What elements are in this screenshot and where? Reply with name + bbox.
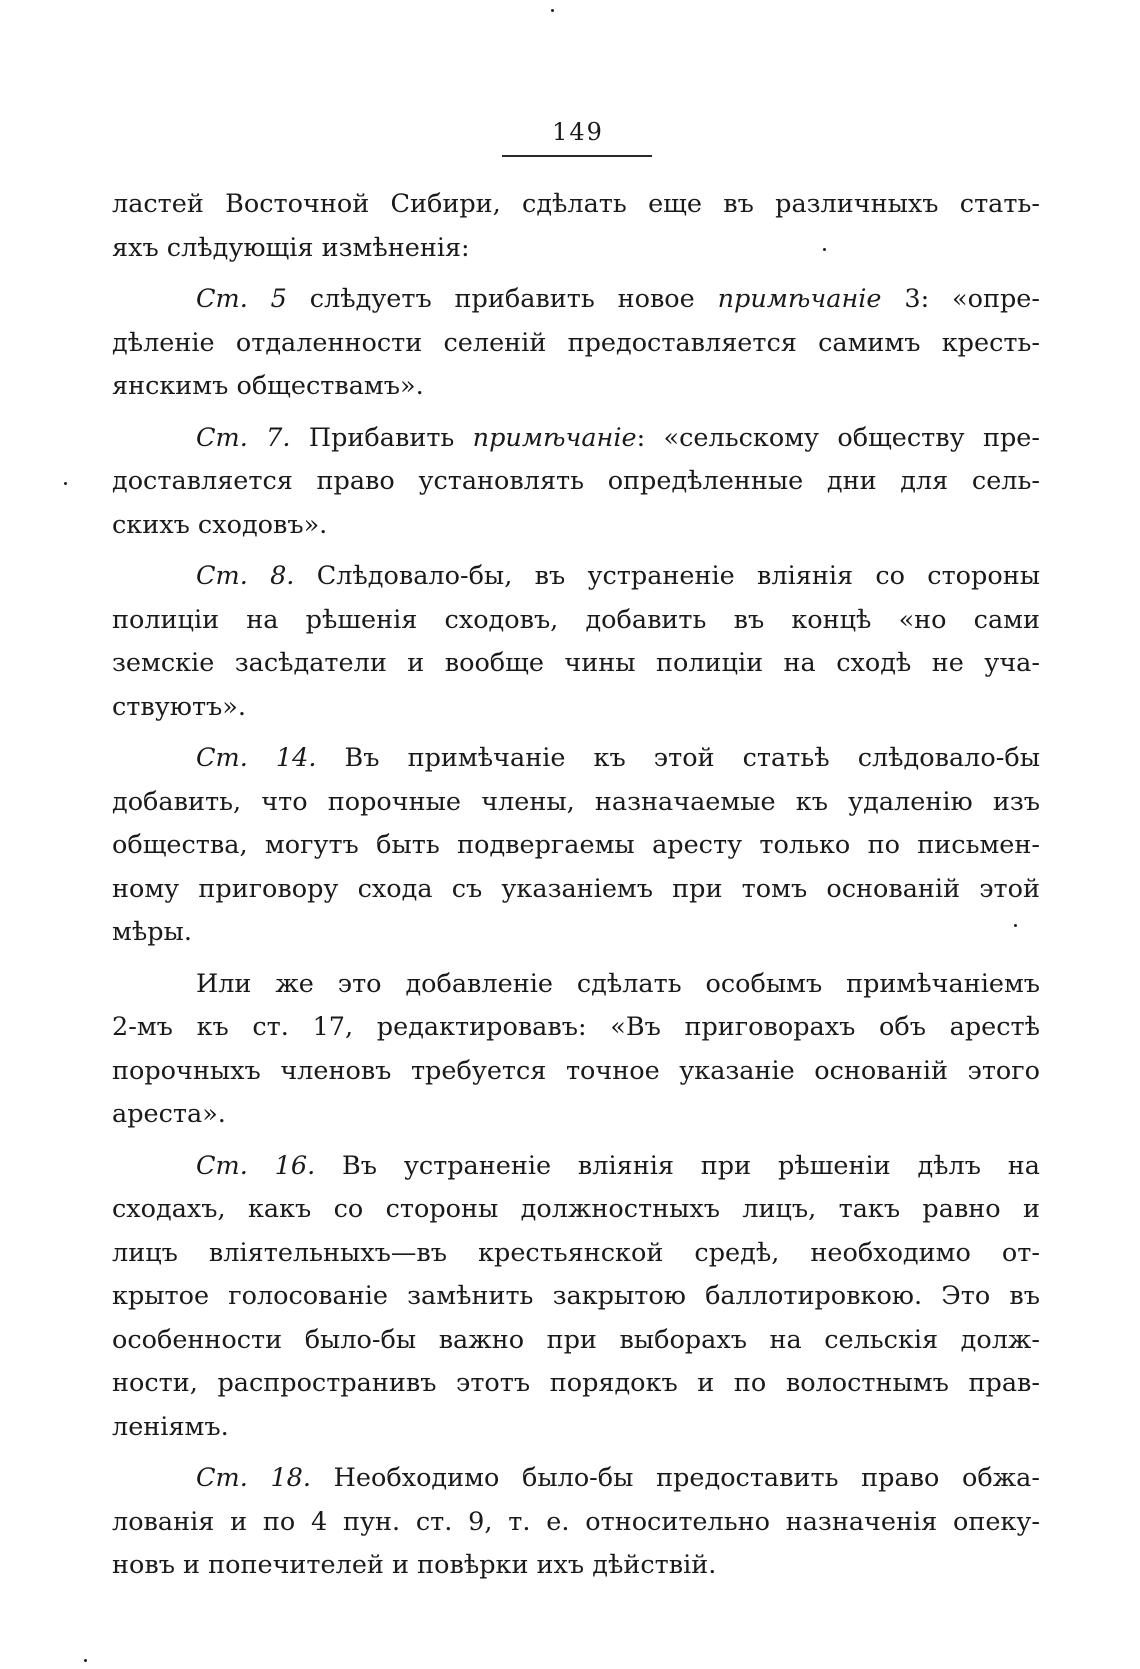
text-line: доставляется право установлять опредѣленные дни для сель- <box>112 466 1040 496</box>
paragraph <box>112 963 1040 1137</box>
paragraph-art-14 <box>112 737 1040 955</box>
paragraph-art-7 <box>112 417 1040 548</box>
text-line: сходахъ, какъ со стороны должностныхъ лицъ, такъ равно и <box>112 1194 1040 1224</box>
paragraph-art-16 <box>112 1145 1040 1450</box>
text-line: Ст. 7. Прибавить примѣчаніе: «сельскому обществу пре- <box>196 422 1041 453</box>
text-line: ности, распространивъ этотъ порядокъ и по волостнымъ прав- <box>112 1368 1040 1398</box>
paragraph-art-8 <box>112 555 1040 729</box>
text-line: ствуютъ». <box>112 691 246 722</box>
page-number: 149 <box>552 118 604 146</box>
text-line: Ст. 8. Слѣдовало-бы, въ устраненіе вліянія со стороны <box>196 561 1040 591</box>
text-line: крытое голосованіе замѣнить закрытою баллотировкою. Это въ <box>112 1281 1040 1311</box>
text-line: Или же это добавленіе сдѣлать особымъ примѣчаніемъ <box>196 968 1040 999</box>
text-line: новъ и попечителей и повѣрки ихъ дѣйствій. <box>112 1550 717 1580</box>
page-number-rule <box>502 155 652 157</box>
text-line: Ст. 18. Необходимо было-бы предоставить право обжа- <box>196 1463 1040 1493</box>
emphasis: примѣчаніе <box>472 422 637 453</box>
text-line: лицъ вліятельныхъ—въ крестьянской средѣ, необходимо от- <box>112 1237 1040 1268</box>
emphasis: примѣчаніе <box>717 284 882 314</box>
article-ref: Ст. 8. <box>196 561 295 591</box>
text-line: ластей Восточной Сибири, сдѣлать еще въ различныхъ стать- <box>112 189 1040 219</box>
text-line: дѣленіе отдаленности селеній предоставляется самимъ кресть- <box>112 327 1040 358</box>
text-line: общества, могутъ быть подвергаемы аресту только по письмен- <box>112 830 1040 860</box>
text-line: полиціи на рѣшенія сходовъ, добавить въ концѣ «но сами <box>112 604 1040 635</box>
scan-speck <box>84 1659 87 1662</box>
text-line: лованія и по 4 пун. ст. 9, т. е. относительно назначенія опеку- <box>112 1506 1040 1537</box>
text-line: леніямъ. <box>112 1411 229 1442</box>
article-ref: Ст. 14. <box>196 743 317 773</box>
article-ref: Ст. 18. <box>196 1463 312 1493</box>
text-line: скихъ сходовъ». <box>112 509 328 540</box>
paragraph-art-18 <box>112 1457 1040 1588</box>
text-line: ному приговору схода съ указаніемъ при томъ основаній этой <box>112 873 1040 904</box>
body-text <box>112 183 1040 1588</box>
text-line: Ст. 14. Въ примѣчаніе къ этой статьѣ слѣдовало-бы <box>196 743 1040 773</box>
scan-speck <box>823 248 826 251</box>
text-line: земскіе засѣдатели и вообще чины полиціи на сходѣ не уча- <box>112 648 1040 678</box>
scan-speck <box>551 9 554 12</box>
text-line: ареста». <box>112 1099 226 1129</box>
text-line: 2-мъ къ ст. 17, редактировавъ: «Въ приговорахъ объ арестѣ <box>112 1012 1040 1042</box>
text-line: мѣры. <box>112 917 192 947</box>
text-line: добавить, что порочные члены, назначаемые къ удаленію изъ <box>112 786 1040 817</box>
article-ref: Ст. 7. <box>196 422 291 453</box>
text-line: яхъ слѣдующія измѣненія: <box>112 232 470 263</box>
text-line: Ст. 16. Въ устраненіе вліянія при рѣшеніи дѣлъ на <box>196 1150 1040 1181</box>
paragraph <box>112 183 1040 270</box>
text-line: особенности было-бы важно при выборахъ на сельскія долж- <box>112 1324 1040 1355</box>
text-line: порочныхъ членовъ требуется точное указаніе основаній этого <box>112 1055 1040 1086</box>
paragraph-art-5 <box>112 278 1040 409</box>
article-ref: Ст. 16. <box>196 1150 316 1181</box>
scan-speck <box>1014 924 1017 927</box>
text-line: Ст. 5 слѣдуетъ прибавить новое примѣчаніе 3: «опре- <box>196 284 1040 314</box>
article-ref: Ст. 5 <box>196 284 287 314</box>
text-line: янскимъ обществамъ». <box>112 371 424 401</box>
scan-speck <box>64 482 67 485</box>
